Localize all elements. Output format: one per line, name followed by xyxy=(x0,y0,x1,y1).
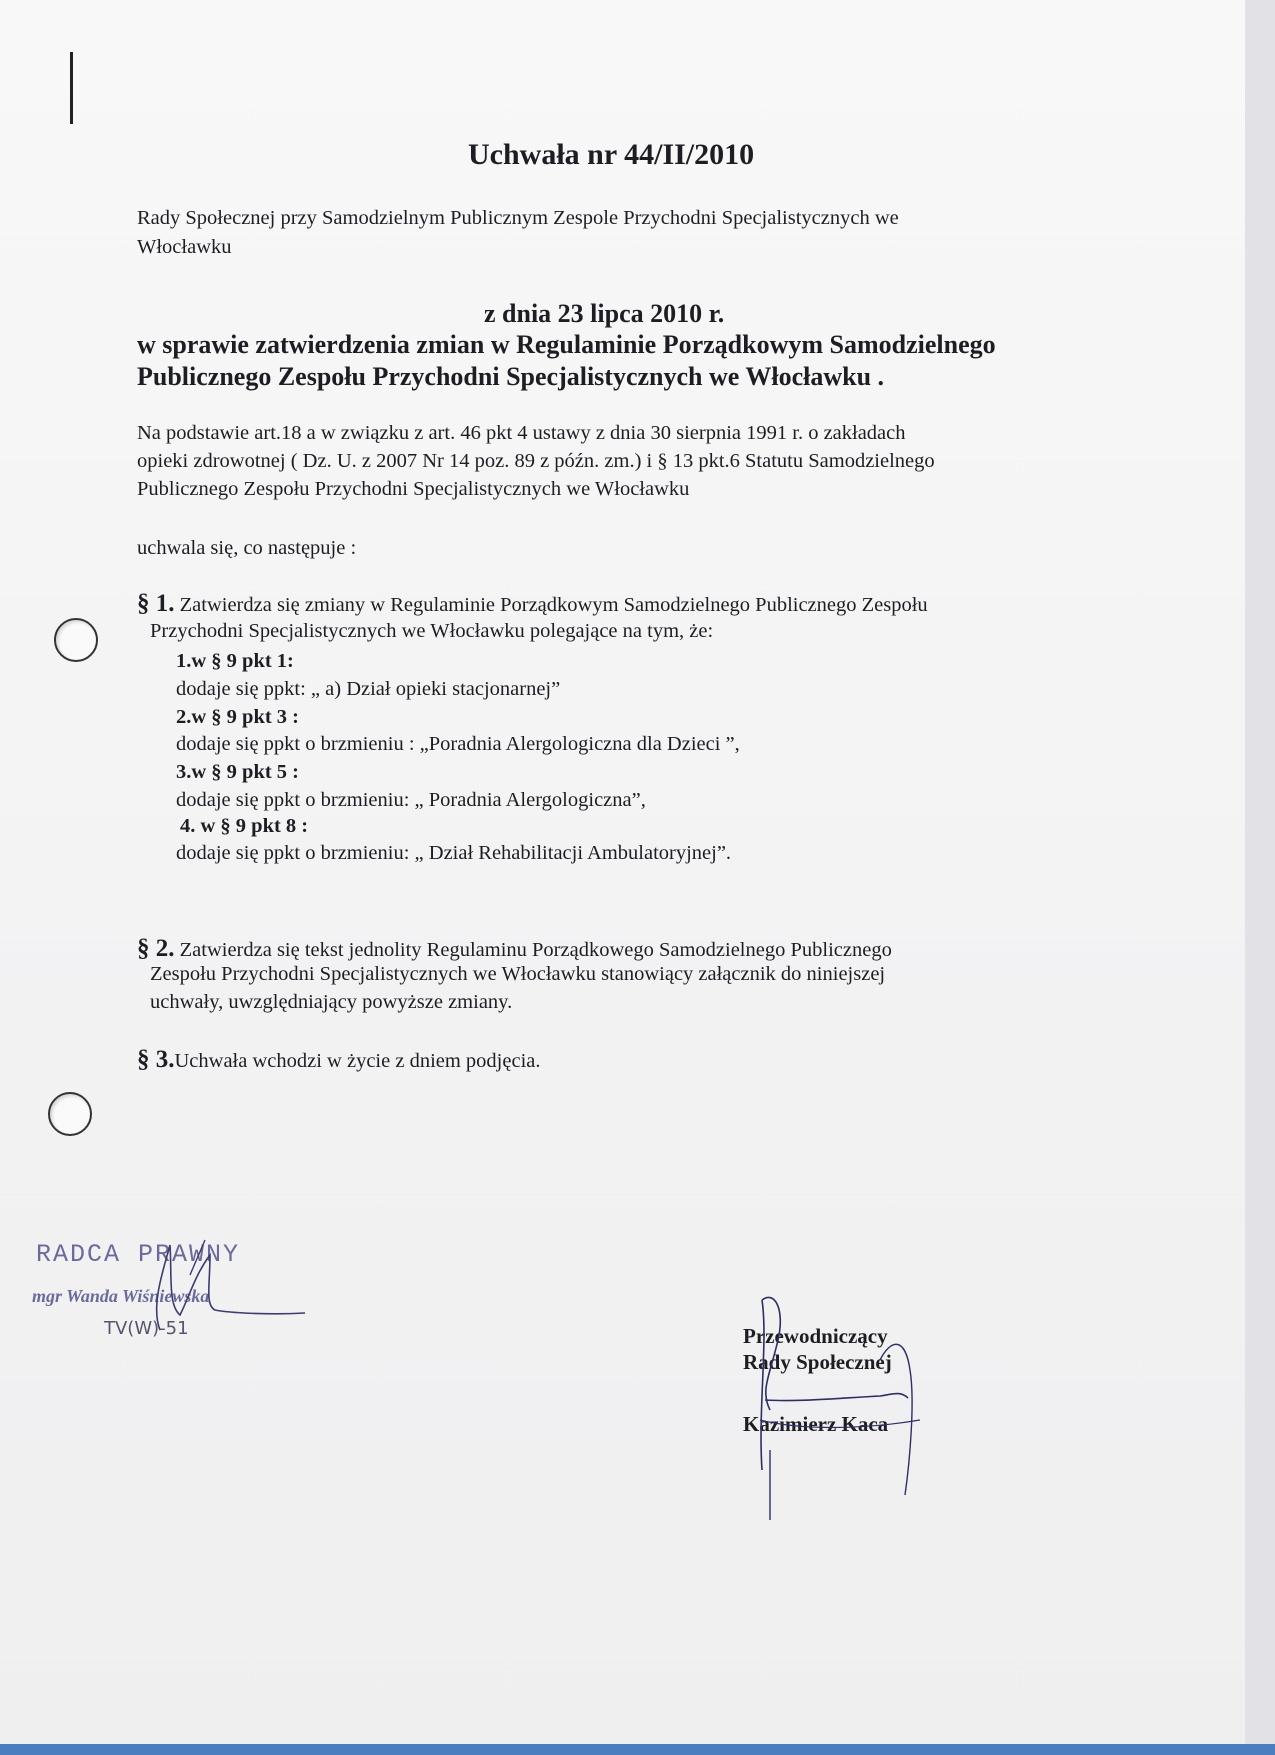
section-2-line-1 xyxy=(137,935,892,963)
subject-line-1: w sprawie zatwierdzenia zmian w Regulaminie Porządkowym Samodzielnego xyxy=(137,330,996,359)
resolves-line: uchwala się, co następuje : xyxy=(137,537,357,559)
subtitle-line-2: Włocławku xyxy=(137,236,232,258)
punch-hole-lower xyxy=(48,1092,92,1136)
section-1-line-2: Przychodni Specjalistycznych we Włocławku polegające na tym, że: xyxy=(150,620,714,642)
basis-line-1: Na podstawie art.18 a w związku z art. 46 pkt 4 ustawy z dnia 30 sierpnia 1991 r. o zakładach xyxy=(137,422,906,444)
stamp-title: RADCA PRAWNY xyxy=(36,1240,241,1269)
subject-line-2: Publicznego Zespołu Przychodni Specjalistycznych we Włocławku . xyxy=(137,362,885,391)
signatory-name: Kazimierz Kaca xyxy=(743,1412,889,1436)
basis-line-2: opieki zdrowotnej ( Dz. U. z 2007 Nr 14 poz. 89 z późn. zm.) i § 13 pkt.6 Statutu Samodzielnego xyxy=(137,450,935,472)
item-3-text: dodaje się ppkt o brzmieniu: „ Poradnia Alergologiczna”, xyxy=(176,789,646,811)
section-2-text: Zatwierdza się tekst jednolity Regulaminu Porządkowego Samodzielnego Publicznego xyxy=(174,939,892,961)
legal-counsel-signature xyxy=(110,1235,310,1345)
document-title: Uchwała nr 44/II/2010 xyxy=(468,138,755,171)
stamp-number: TV(W)-51 xyxy=(104,1318,189,1339)
section-3-sign: § 3. xyxy=(137,1046,175,1073)
punch-hole-upper xyxy=(54,618,98,662)
item-4-text: dodaje się ppkt o brzmieniu: „ Dział Rehabilitacji Ambulatoryjnej”. xyxy=(176,842,732,864)
chairman-signature xyxy=(740,1280,930,1525)
date-line: z dnia 23 lipca 2010 r. xyxy=(484,299,725,328)
scan-edge-right xyxy=(1245,0,1275,1755)
section-1-sign: § 1. xyxy=(137,590,175,617)
item-1-head: 1.w § 9 pkt 1: xyxy=(176,650,294,672)
section-1-text: Zatwierdza się zmiany w Regulaminie Porządkowym Samodzielnego Publicznego Zespołu xyxy=(174,594,928,616)
item-1-text: dodaje się ppkt: „ a) Dział opieki stacjonarnej” xyxy=(176,678,561,700)
scan-edge-bottom xyxy=(0,1744,1275,1755)
section-2-sign: § 2. xyxy=(137,935,175,962)
section-1-line-1 xyxy=(137,590,928,618)
item-3-head: 3.w § 9 pkt 5 : xyxy=(176,761,300,783)
signatory-role-line-1: Przewodniczący xyxy=(743,1324,888,1348)
section-3-line xyxy=(137,1046,541,1074)
stamp-name: mgr Wanda Wiśniewska xyxy=(32,1286,210,1306)
signatory-role-line-2: Rady Społecznej xyxy=(743,1350,892,1374)
basis-line-3: Publicznego Zespołu Przychodni Specjalistycznych we Włocławku xyxy=(137,478,690,500)
item-2-head: 2.w § 9 pkt 3 : xyxy=(176,706,300,728)
margin-mark xyxy=(70,52,73,124)
section-2-line-3: uchwały, uwzględniający powyższe zmiany. xyxy=(150,991,513,1013)
section-2-line-2: Zespołu Przychodni Specjalistycznych we Włocławku stanowiący załącznik do niniejszej xyxy=(150,963,886,985)
item-2-text: dodaje się ppkt o brzmieniu : „Poradnia Alergologiczna dla Dzieci ”, xyxy=(176,733,740,755)
section-3-text: Uchwała wchodzi w życie z dniem podjęcia. xyxy=(174,1050,541,1072)
item-4-head: 4. w § 9 pkt 8 : xyxy=(180,815,309,837)
subtitle-line-1: Rady Społecznej przy Samodzielnym Publicznym Zespole Przychodni Specjalistycznych we xyxy=(137,207,899,229)
